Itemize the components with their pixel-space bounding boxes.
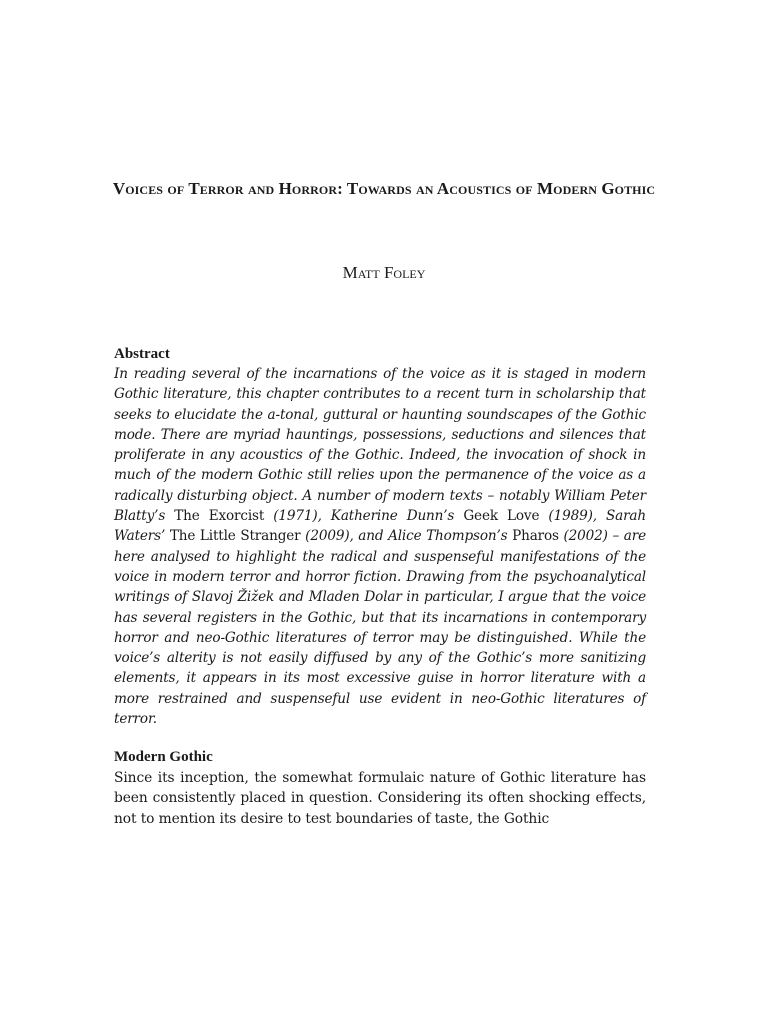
abstract-heading: Abstract <box>114 346 170 362</box>
book-title-the-exorcist: The Exorcist <box>174 508 265 525</box>
book-title-pharos: Pharos <box>512 528 559 545</box>
book-title-geek-love: Geek Love <box>463 508 540 525</box>
abstract-text <box>114 364 646 729</box>
abstract-text-segment: In reading several of the incarnations of the voice as it is staged in modern Gothic literature, this chapter contributes to a recent turn in scholarship that seeks to elucidate the a-tonal, guttural or haunting soundscapes of the Gothic mode. There are myriad hauntings, possessions, seductions and silences that proliferate in any acoustics of the Gothic. Indeed, the invocation of shock in much of the modern Gothic still relies upon the permanence of the voice as a radically disturbing object. A number of modern texts – notably William Peter Blatty’s <box>114 366 646 525</box>
chapter-title: Voices of Terror and Horror: Towards an Acoustics of Modern Gothic <box>112 179 656 198</box>
chapter-author: Matt Foley <box>342 263 426 282</box>
abstract-text-segment: (1989), Sarah Waters’ <box>114 508 646 545</box>
book-title-the-little-stranger: The Little Stranger <box>169 528 301 545</box>
abstract-text-segment: (2009), and Alice Thompson’s <box>300 528 513 545</box>
section-heading: Modern Gothic <box>114 749 213 765</box>
abstract-text-segment: (1971), Katherine Dunn’s <box>264 508 464 525</box>
section-body-text: Since its inception, the somewhat formulaic nature of Gothic literature has been consistently placed in question. Considering its often shocking effects, not to mention its desire to test boundaries of taste, the Gothic <box>114 770 646 827</box>
abstract-text-segment: (2002) – are here analysed to highlight the radical and suspenseful manifestations of the voice in modern terror and horror fiction. Drawing from the psychoanalytical writings of Slavoj Žižek and Mladen Dolar in particular, I argue that the voice has several registers in the Gothic, but that its incarnations in contemporary horror and neo-Gothic literatures of terror may be distinguished. While the voice’s alterity is not easily diffused by any of the Gothic’s more sanitizing elements, it appears in its most excessive guise in horror literature with a more restrained and suspenseful use evident in neo-Gothic literatures of terror. <box>114 528 646 728</box>
